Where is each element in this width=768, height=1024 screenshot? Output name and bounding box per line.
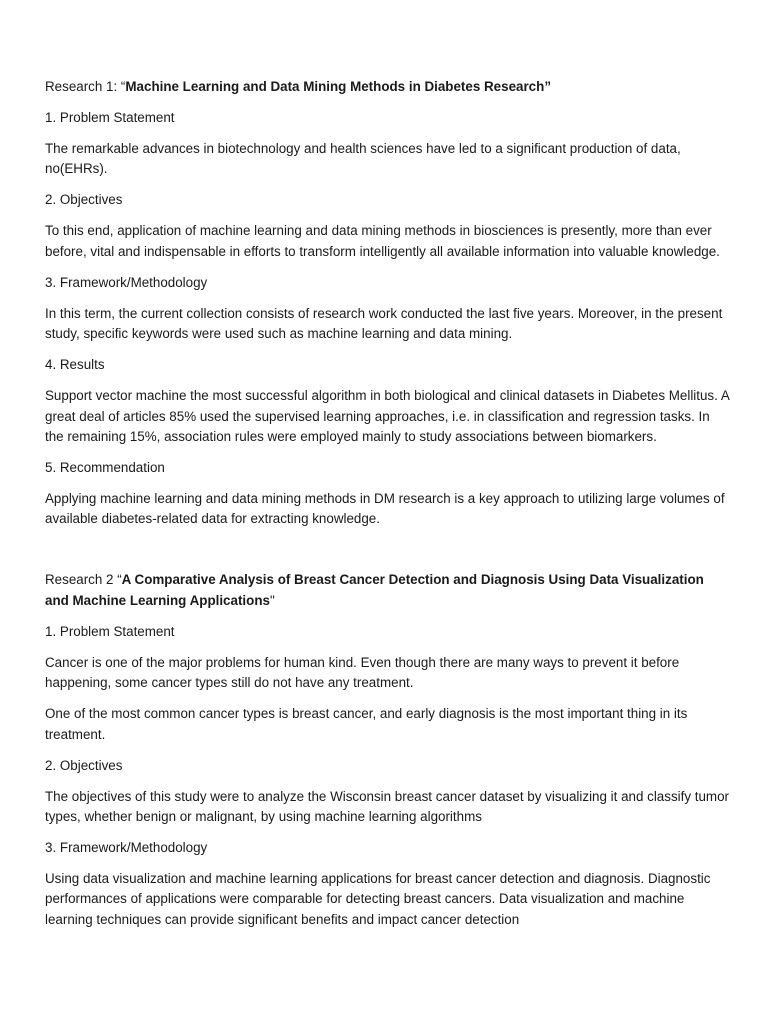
- section-gap: [45, 540, 730, 570]
- r1-results-text: Support vector machine the most successful algorithm in both biological and clinical datasets in Diabetes Mellitus. A great deal of articles 85% used the supervised learning approaches, i.e. in classification and regression tasks. In the remaining 15%, association rules were employed mainly to study associations between biomarkers.: [45, 388, 730, 445]
- r2-objectives-heading: 2. Objectives: [45, 757, 123, 773]
- r1-recommendation-text: Applying machine learning and data mining methods in DM research is a key approach to utilizing large volumes of available diabetes-related data for extracting knowledge.: [45, 491, 725, 527]
- research-1-prefix: Research 1: “: [45, 79, 126, 94]
- r2-problem-heading: 1. Problem Statement: [45, 623, 175, 639]
- r1-recommendation-heading: 5. Recommendation: [45, 460, 165, 476]
- research-1-suffix: ”: [544, 79, 552, 94]
- research-1-title-text: Machine Learning and Data Mining Methods in Diabetes Research: [125, 79, 545, 94]
- r2-framework-text: Using data visualization and machine learning applications for breast cancer detection and diagnosis. Diagnostic performances of applications were comparable for detecting breast cancers. Data visualization and machine learning techniques can provide significant benefits and impact cancer detection: [45, 871, 711, 927]
- r2-framework-heading: 3. Framework/Methodology: [45, 840, 208, 856]
- r1-problem-text: The remarkable advances in biotechnology and health sciences have led to a significant production of data, no(EHRs).: [45, 141, 681, 177]
- r1-results-heading: 4. Results: [45, 357, 105, 373]
- research-2-title: [45, 570, 730, 611]
- r1-framework-text: In this term, the current collection consists of research work conducted the last five years. Moreover, in the present study, specific keywords were used such as machine learning and data mining.: [45, 305, 723, 342]
- r2-problem-text-2: One of the most common cancer types is breast cancer, and early diagnosis is the most important thing in its treatment.: [45, 706, 688, 742]
- r1-framework-heading: 3. Framework/Methodology: [45, 274, 208, 290]
- r1-objectives-text: To this end, application of machine learning and data mining methods in biosciences is presently, more than ever before, vital and indispensable in efforts to transform intelligently all available information into valuable knowledge.: [45, 223, 720, 259]
- r2-objectives-text: The objectives of this study were to analyze the Wisconsin breast cancer dataset by visualizing it and classify tumor types, whether benign or malignant, by using machine learning algorithms: [45, 788, 729, 825]
- research-2-suffix: ": [269, 592, 275, 608]
- research-1-title: [45, 77, 730, 97]
- research-2-prefix: Research 2 “: [45, 572, 122, 588]
- research-2-title-text: A Comparative Analysis of Breast Cancer Detection and Diagnosis Using Data Visualization and Machine Learning Applications: [45, 572, 704, 608]
- r1-objectives-heading: 2. Objectives: [45, 192, 123, 208]
- r2-problem-text-1: Cancer is one of the major problems for human kind. Even though there are many ways to prevent it before happening, some cancer types still do not have any treatment.: [45, 654, 680, 691]
- document-page: [45, 77, 730, 941]
- r1-problem-heading: 1. Problem Statement: [45, 110, 175, 125]
